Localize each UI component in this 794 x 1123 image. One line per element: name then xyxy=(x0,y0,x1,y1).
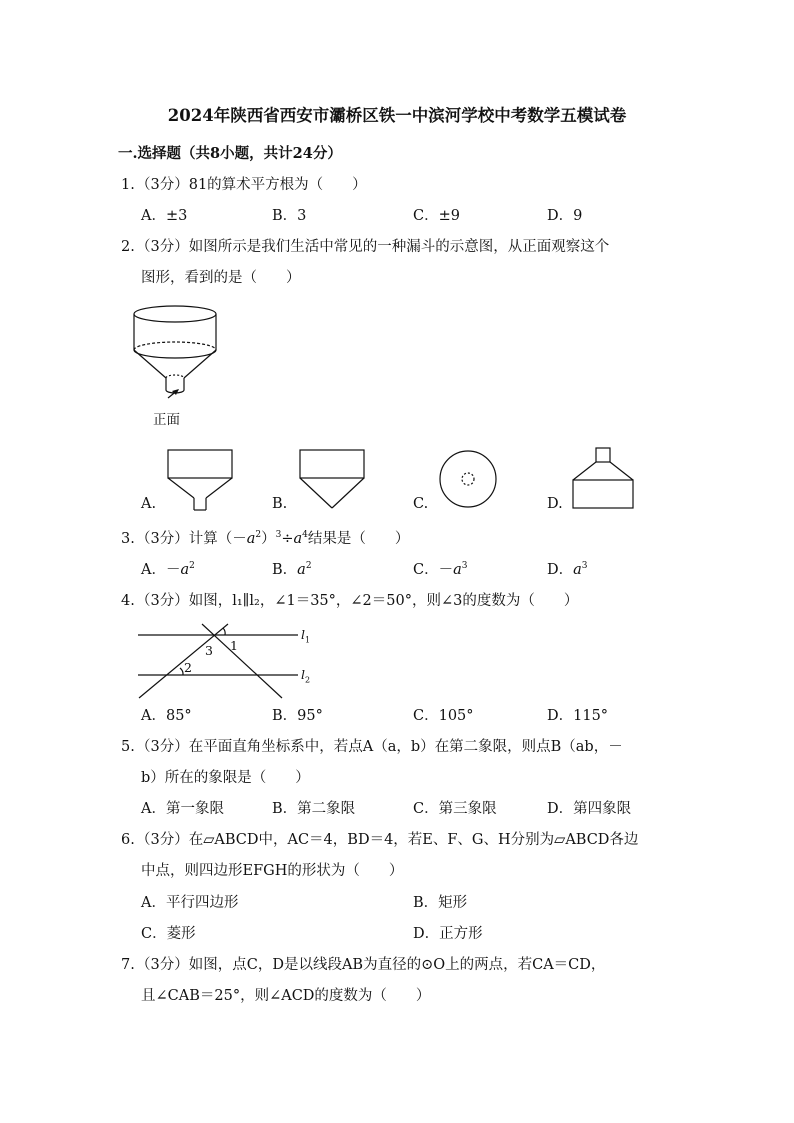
q4-option-c: C．105° xyxy=(413,708,474,724)
option-d-figure xyxy=(570,446,636,512)
q4-stem: （3分）如图，l₁∥l₂，∠1＝35°，∠2＝50°，则∠3的度数为（ ） xyxy=(136,593,579,609)
q6-option-a: A．平行四边形 xyxy=(141,895,239,911)
q2-stem-line1: （3分）如图所示是我们生活中常见的一种漏斗的示意图，从正面观察这个 xyxy=(136,239,610,255)
q2-option-a-label: A. xyxy=(141,496,157,512)
q3-option-a: A．$-a^2$ xyxy=(141,561,195,578)
q1-option-d: D．9 xyxy=(547,208,583,224)
q1-option-c: C．±9 xyxy=(413,208,460,224)
angle-1-label: 1 xyxy=(230,638,238,653)
q3-option-d: D．$a^3$ xyxy=(547,561,588,578)
q3-option-c: C．$-a^3$ xyxy=(413,561,468,578)
q5-option-c: C．第三象限 xyxy=(413,801,497,817)
q4-option-d: D．115° xyxy=(547,708,609,724)
q2-number: 2. xyxy=(121,239,135,255)
option-c-figure xyxy=(438,450,498,510)
q1-option-b: B．3 xyxy=(272,208,307,224)
q2-option-b-label: B. xyxy=(272,496,288,512)
option-b-figure xyxy=(298,448,368,512)
option-a-figure xyxy=(166,448,236,514)
q6-option-d: D．正方形 xyxy=(413,926,483,942)
q5-option-d: D．第四象限 xyxy=(547,801,632,817)
q5-number: 5. xyxy=(121,739,135,755)
q2-stem-line2: 图形，看到的是（ ） xyxy=(141,270,301,286)
page-title: 2024年陕西省西安市灞桥区铁一中滨河学校中考数学五模试卷 xyxy=(167,106,627,125)
angle-3-label: 3 xyxy=(205,643,213,658)
q5-option-a: A．第一象限 xyxy=(141,801,224,817)
front-view-label: 正面 xyxy=(153,412,180,428)
section-heading: 一.选择题（共8小题，共计24分） xyxy=(118,145,342,162)
q6-number: 6. xyxy=(121,832,135,848)
q5-option-b: B．第二象限 xyxy=(272,801,356,817)
q4-number: 4. xyxy=(121,593,135,609)
q3-number: 3. xyxy=(121,531,135,547)
line-l2-label: $l_2$ xyxy=(301,667,311,685)
q2-option-d-label: D. xyxy=(547,496,563,512)
q6-stem-line2: 中点，则四边形EFGH的形状为（ ） xyxy=(141,863,404,879)
q4-option-a: A．85° xyxy=(141,708,192,724)
q1-stem: （3分）81的算术平方根为（ ） xyxy=(136,177,367,193)
q1-option-a: A．±3 xyxy=(141,208,188,224)
q6-option-c: C．菱形 xyxy=(141,926,196,942)
q5-stem-line2: b）所在的象限是（ ） xyxy=(141,770,310,786)
parallel-lines-figure xyxy=(136,622,326,702)
q2-option-c-label: C. xyxy=(413,496,429,512)
q7-number: 7. xyxy=(121,957,135,973)
q7-stem-line2: 且∠CAB＝25°，则∠ACD的度数为（ ） xyxy=(141,988,431,1004)
q4-option-b: B．95° xyxy=(272,708,323,724)
q6-stem-line1: （3分）在▱ABCD中，AC＝4，BD＝4，若E、F、G、H分别为▱ABCD各边 xyxy=(136,832,639,848)
q3-stem: （3分）计算$(-a^2)^3\div a^4$结果是（ ） xyxy=(136,530,410,547)
funnel-figure xyxy=(128,302,228,402)
q3-option-b: B．$a^2$ xyxy=(272,561,312,578)
q5-stem-line1: （3分）在平面直角坐标系中，若点A（a，b）在第二象限，则点B（ab，－ xyxy=(136,739,623,755)
q6-option-b: B．矩形 xyxy=(413,895,468,911)
q1-number: 1. xyxy=(121,177,135,193)
q7-stem-line1: （3分）如图，点C，D是以线段AB为直径的⊙O上的两点，若CA＝CD， xyxy=(136,957,606,973)
angle-2-label: 2 xyxy=(184,660,192,675)
line-l1-label: $l_1$ xyxy=(301,627,311,645)
